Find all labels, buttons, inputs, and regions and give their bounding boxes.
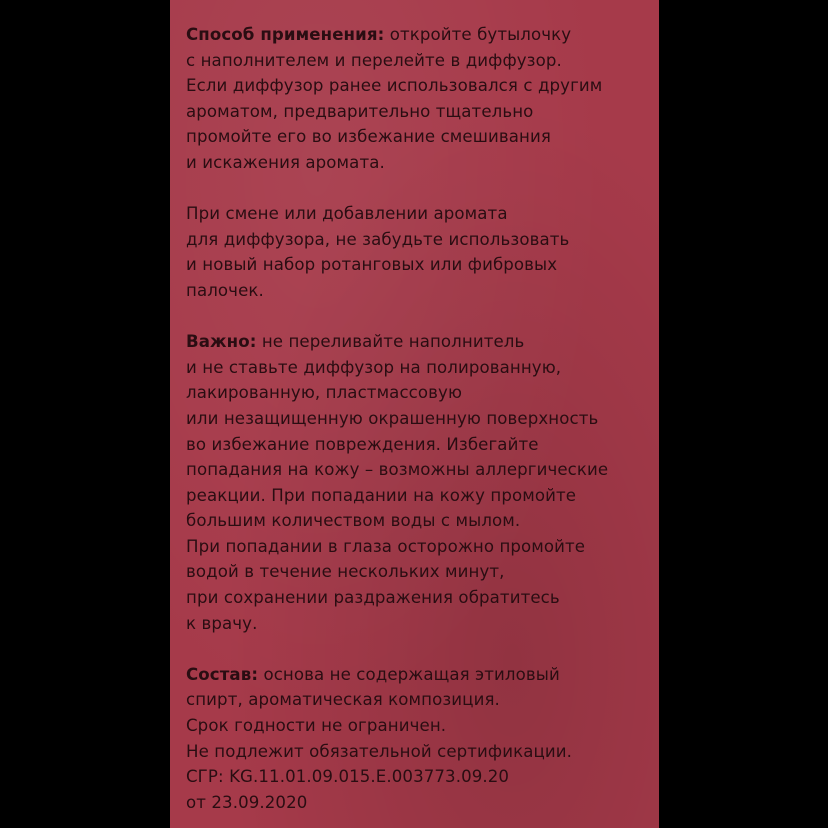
warning-line: реакции. При попадании на кожу промойте <box>186 485 577 505</box>
refill-line: палочек. <box>186 280 264 300</box>
paragraph-gap <box>186 304 656 330</box>
usage-line-1-text: откройте бутылочку <box>384 25 572 44</box>
warning-line-1-text: не переливайте наполнитель <box>256 332 525 352</box>
sgr-number-line: СГР: KG.11.01.09.015.E.003773.09.20 <box>186 767 510 787</box>
warning-line: во избежание повреждения. Избегайте <box>186 434 539 454</box>
usage-heading: Способ применения: <box>186 25 385 44</box>
paragraph-gap <box>186 636 656 662</box>
warning-line: водой в течение нескольких минут, <box>186 562 505 582</box>
warning-line: лакированную, пластмассовую <box>186 383 463 403</box>
warning-heading: Важно: <box>186 332 257 352</box>
warning-line: при сохранении раздражения обратитесь <box>186 588 560 608</box>
refill-line: для диффузора, не забудьте использовать <box>186 229 570 249</box>
composition-line-1-text: основа не содержащая этиловый <box>258 664 560 684</box>
sgr-date-line: от 23.09.2020 <box>186 792 308 812</box>
shelf-life-line: Срок годности не ограничен. <box>186 716 447 736</box>
warning-line: или незащищенную окрашенную поверхность <box>186 408 599 428</box>
refill-line: и новый набор ротанговых или фибровых <box>186 255 558 275</box>
usage-line: Если диффузор ранее использовался с другим <box>186 76 603 96</box>
warning-line: большим количеством воды с мылом. <box>186 511 521 531</box>
warning-line: к врачу. <box>186 613 258 633</box>
usage-line: с наполнителем и перелейте в диффузор. <box>186 50 562 70</box>
label-text <box>186 22 656 815</box>
warning-line: При попадании в глаза осторожно промойте <box>186 536 586 556</box>
composition-heading: Состав: <box>186 664 259 684</box>
certification-line: Не подлежит обязательной сертификации. <box>186 741 573 761</box>
paragraph-gap <box>186 176 656 202</box>
refill-line: При смене или добавлении аромата <box>186 204 508 224</box>
usage-line: промойте его во избежание смешивания <box>186 127 551 147</box>
composition-line-1 <box>186 662 656 688</box>
composition-line: спирт, ароматическая композиция. <box>186 690 500 710</box>
warning-line: и не ставьте диффузор на полированную, <box>186 357 562 377</box>
usage-line: и искажения аромата. <box>186 152 385 172</box>
warning-line-1 <box>186 329 656 355</box>
warning-line: попадания на кожу – возможны аллергические <box>186 460 609 480</box>
usage-line-1 <box>186 22 656 48</box>
usage-line: ароматом, предварительно тщательно <box>186 101 534 121</box>
